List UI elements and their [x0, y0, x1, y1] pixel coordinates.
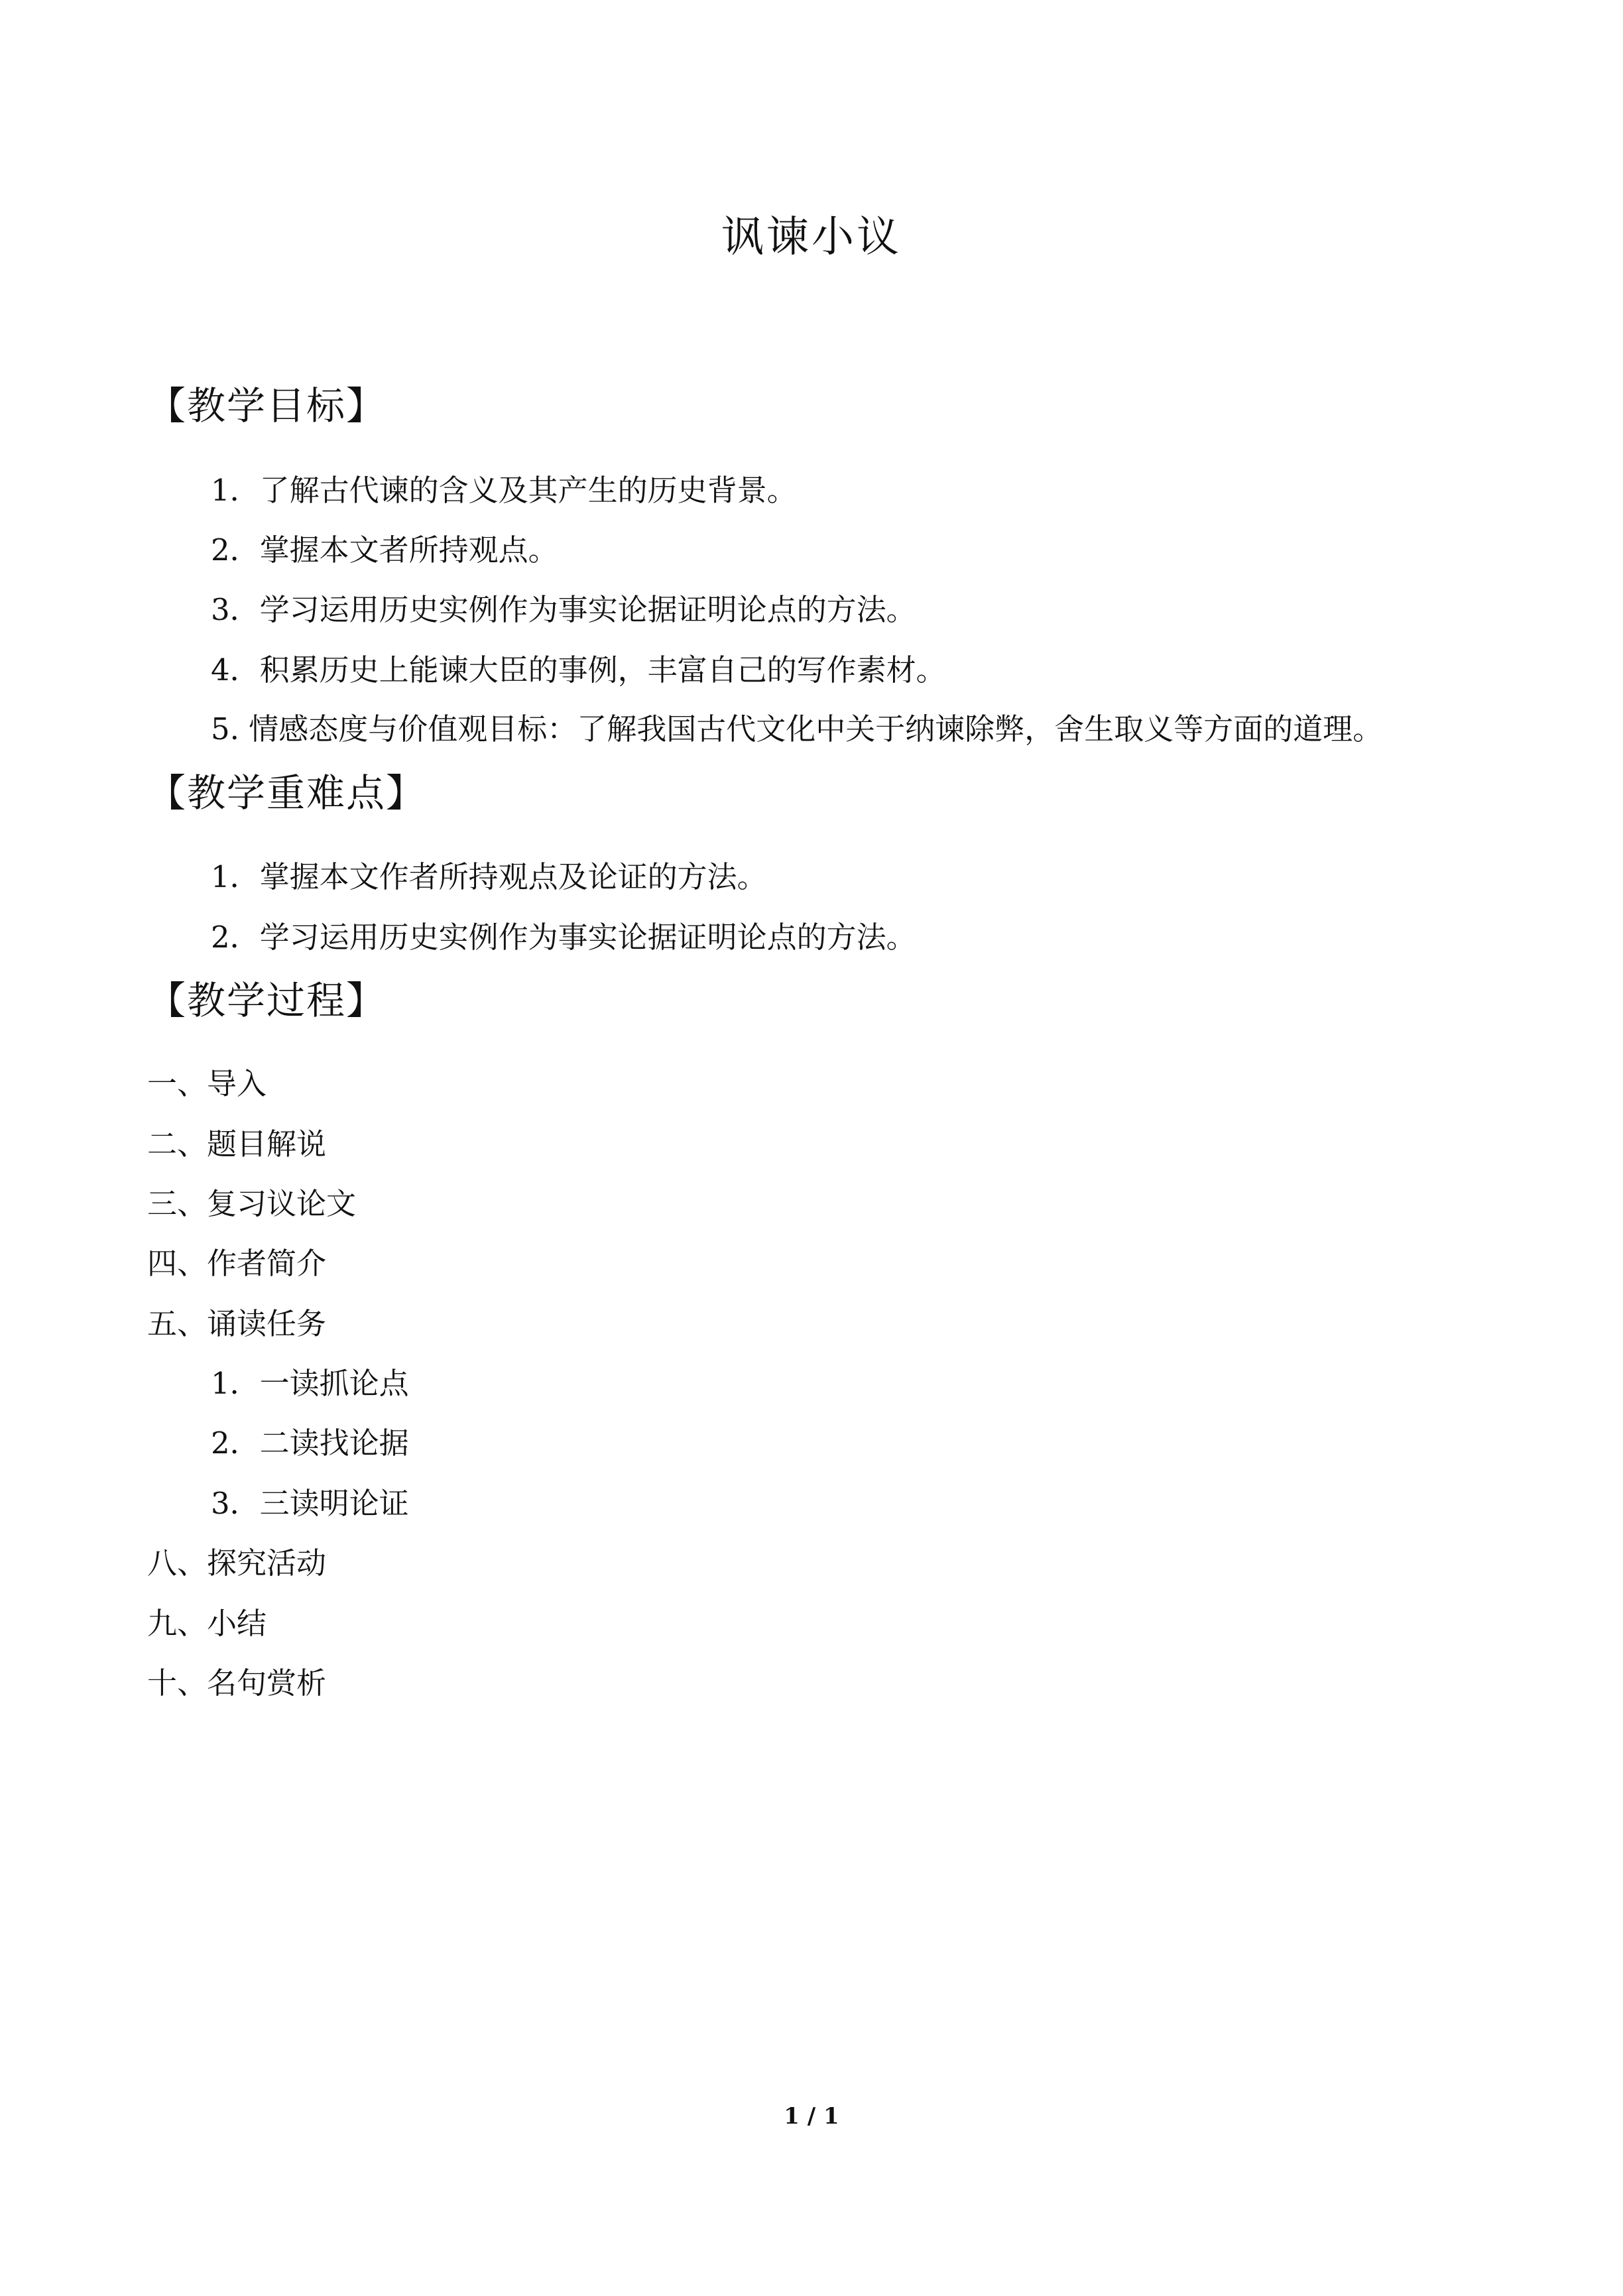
- page-title: 讽谏小议: [721, 213, 902, 262]
- process-substep-1: 1．一读抓论点: [211, 1366, 409, 1401]
- process-step-1: 一、导入: [147, 1066, 267, 1101]
- objective-item-3: 3．学习运用历史实例作为事实论据证明论点的方法。: [211, 592, 916, 627]
- page-number: 1 / 1: [784, 2103, 839, 2130]
- key-point-item-1: 1．掌握本文作者所持观点及论证的方法。: [211, 859, 767, 894]
- process-substep-3: 3．三读明论证: [211, 1486, 409, 1521]
- process-step-8: 八、探究活动: [147, 1545, 327, 1581]
- process-step-2: 二、题目解说: [147, 1126, 327, 1162]
- section-heading-objectives: 【教学目标】: [147, 383, 387, 428]
- section-heading-process: 【教学过程】: [147, 978, 387, 1023]
- process-step-4: 四、作者简介: [147, 1246, 327, 1281]
- objective-item-5: 5. 情感态度与价值观目标：了解我国古代文化中关于纳谏除弊，舍生取义等方面的道理。: [211, 711, 1383, 747]
- process-step-10: 十、名句赏析: [147, 1665, 327, 1701]
- process-step-5: 五、诵读任务: [147, 1306, 327, 1341]
- process-step-9: 九、小结: [147, 1606, 267, 1641]
- objective-item-4: 4．积累历史上能谏大臣的事例，丰富自己的写作素材。: [211, 652, 946, 688]
- process-step-3: 三、复习议论文: [147, 1186, 357, 1221]
- objective-item-1: 1．了解古代谏的含义及其产生的历史背景。: [211, 473, 797, 508]
- section-heading-key-points: 【教学重难点】: [147, 770, 426, 816]
- objective-item-2: 2．掌握本文者所持观点。: [211, 532, 558, 568]
- key-point-item-2: 2．学习运用历史实例作为事实论据证明论点的方法。: [211, 920, 916, 955]
- process-substep-2: 2．二读找论据: [211, 1425, 409, 1461]
